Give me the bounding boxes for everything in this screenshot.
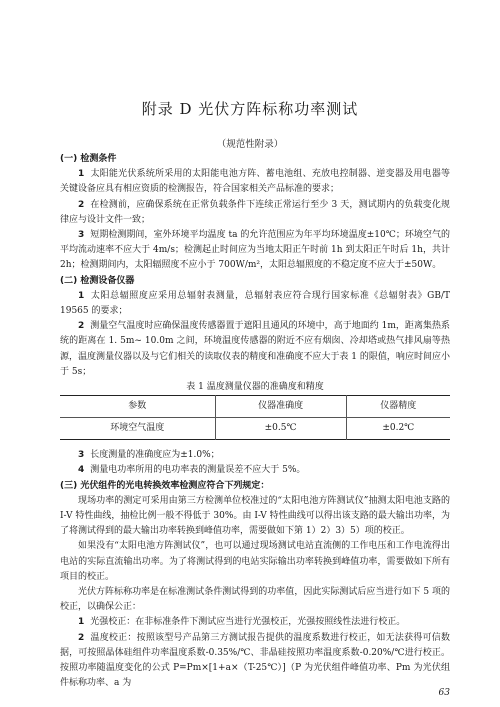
section-heading: (一) 检测条件 bbox=[60, 154, 117, 164]
table-row bbox=[60, 418, 450, 440]
table-header-cell: 仪器精度 bbox=[346, 396, 450, 418]
document-body bbox=[60, 152, 450, 692]
table-cell: ±0.2℃ bbox=[346, 418, 450, 440]
item-number: 1 bbox=[78, 169, 85, 180]
item-text: 太阳能光伏系统所采用的太阳能电池方阵、蓄电池组、充放电控制器、逆变器及用电器等关键设备应具有相应资质的检测报告，符合国家相关产品标准的要求； bbox=[60, 169, 450, 195]
list-item bbox=[60, 228, 450, 274]
list-item bbox=[60, 463, 450, 478]
item-text: 测量空气温度时应确保温度传感器置于遮阳且通风的环境中，高于地面约 1m，距离集热系统的距离在 1. 5m~ 10.0m 之间，环境温度传感器的附近不应有烟囱、冷却塔或热气排风扇等热源，温度测量仪器以及与它们相关的读取仪表的精度和准确度不应大于表 1 的限值，响应时间应小于 5s； bbox=[60, 321, 450, 377]
table-header-cell: 仪器准确度 bbox=[215, 396, 346, 418]
table-header-row bbox=[60, 396, 450, 418]
item-number: 3 bbox=[78, 450, 85, 461]
list-item bbox=[60, 198, 450, 228]
item-number: 1 bbox=[78, 617, 85, 628]
item-text: 长度测量的准确度应为±1.0%； bbox=[90, 450, 220, 461]
table-header-cell: 参数 bbox=[60, 396, 215, 418]
item-number: 2 bbox=[78, 321, 85, 332]
page-number: 63 bbox=[438, 688, 450, 698]
item-number: 2 bbox=[78, 632, 85, 643]
paragraph: 如果没有“太阳电池方阵测试仪”，也可以通过现场测试电站直流侧的工作电压和工作电流得出电站的实际直流输出功率。为了将测试得到的电站实际输出功率转换到峰值功率，需要做如下所有项目的校正。 bbox=[60, 541, 450, 582]
item-text: 测量电功率所用的电功率表的测量误差不应大于 5%。 bbox=[90, 465, 306, 476]
list-item bbox=[60, 289, 450, 319]
paragraph: 光伏方阵标称功率是在标准测试条件测试得到的功率值，因此实际测试后应当进行如下 5 项的校正，以确保公正： bbox=[60, 587, 450, 613]
item-text: 温度校正：按照该型号产品第三方测试报告提供的温度系数进行校正，如无法获得可信数据，可按照晶体硅组件功率温度系数-0.35%/℃、非晶硅按照功率温度系数-0.20%/℃进行校正。按照功率随温度变化的公式 P=Pm×[1+a×（T-25℃）]（P 为光伏组件峰值功率、Pm 为光伏组件标称功率、a 为 bbox=[60, 632, 450, 689]
list-item bbox=[60, 167, 450, 197]
item-number: 4 bbox=[78, 465, 85, 476]
item-text: 光强校正：在非标准条件下测试应当进行光强校正，光强按照线性法进行校正。 bbox=[90, 617, 406, 628]
section-heading: (二) 检测设备仪器 bbox=[60, 275, 135, 286]
item-text: 太阳总辐照度应采用总辐射表测量，总辐射表应符合现行国家标准《总辐射表》GB/T 19565 的要求； bbox=[60, 290, 450, 317]
page-title: 附录 D 光伏方阵标称功率测试 bbox=[141, 100, 359, 118]
list-item bbox=[60, 615, 450, 630]
item-text: 短期检测期间，室外环境平均温度 ta 的允许范围应为年平均环境温度±10℃；环境空气的平均流动速率不应大于 4m/s；检测起止时间应为当地太阳正午时前 1h 到太阳正午时后 1h，共计 2h；检测期间内，太阳辐照度不应小于 700W/m²，太阳总辐照度的不稳定度不应大于±50W。 bbox=[60, 230, 450, 271]
item-number: 2 bbox=[78, 199, 85, 210]
table-cell: ±0.5℃ bbox=[215, 418, 346, 440]
table-cell: 环境空气温度 bbox=[60, 418, 215, 440]
item-number: 3 bbox=[78, 230, 85, 241]
list-item bbox=[60, 631, 450, 692]
item-number: 1 bbox=[78, 290, 85, 301]
item-text: 在检测前，应确保系统在正常负载条件下连续正常运行至少 3 天，测试期内的负载变化规律应与设计文件一致； bbox=[60, 199, 450, 225]
page-subtitle: （规范性附录） bbox=[216, 139, 284, 150]
list-item bbox=[60, 448, 450, 463]
section-heading: (三) 光伏组件的光电转换效率检测应符合下列规定： bbox=[60, 480, 270, 491]
list-item bbox=[60, 319, 450, 380]
temperature-table bbox=[60, 395, 450, 440]
paragraph: 现场功率的测定可采用由第三方检测单位校准过的“太阳电池方阵测试仪”抽测太阳电池支路的 I-V 特性曲线，抽检比例一般不得低于 30%。由 I-V 特性曲线可以得出该支路的最大输出功率，为了将测试得到的最大输出功率转换到峰值功率，需要做如下第 1）2）3）5）项的校正。 bbox=[60, 495, 450, 537]
table-caption: 表 1 温度测量仪器的准确度和精度 bbox=[186, 382, 324, 393]
